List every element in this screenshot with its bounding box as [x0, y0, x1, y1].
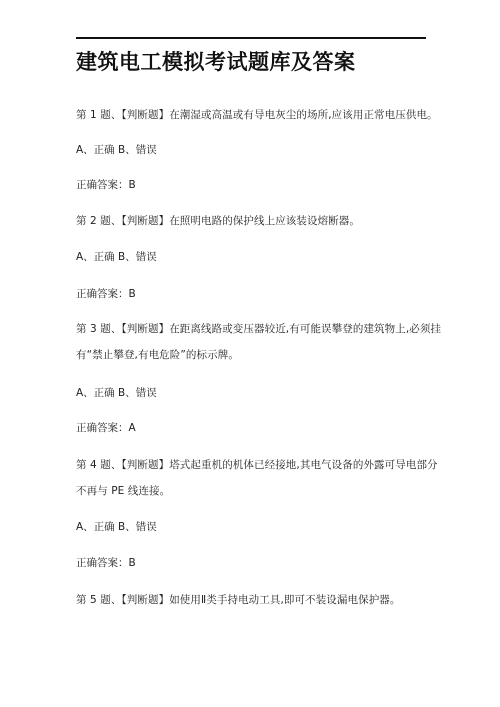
question-3-stem-line-2: 有“禁止攀登,有电危险”的标示牌。 [76, 349, 239, 361]
question-4-stem-line-2: 不再与 PE 线连接。 [76, 485, 171, 497]
title-top-rule [76, 37, 426, 39]
question-3-answer: 正确答案：A [76, 422, 136, 434]
question-2-options: A、正确 B、错误 [76, 251, 157, 263]
question-1-answer: 正确答案：B [76, 179, 136, 191]
question-2-stem-line-1: 第 2 题、【判断题】在照明电路的保护线上应该装设熔断器。 [76, 215, 361, 227]
question-4-options: A、正确 B、错误 [76, 521, 157, 533]
question-1-stem-line-1: 第 1 题、【判断题】在潮湿或高温或有导电灰尘的场所,应该用正常电压供电。 [76, 109, 438, 121]
question-1-options: A、正确 B、错误 [76, 144, 157, 156]
question-3-options: A、正确 B、错误 [76, 387, 157, 399]
question-3-stem-line-1: 第 3 题、【判断题】在距离线路或变压器较近,有可能误攀登的建筑物上,必须挂 [76, 323, 442, 335]
question-2-answer: 正确答案：B [76, 288, 136, 300]
document-title: 建筑电工模拟考试题库及答案 [76, 50, 356, 74]
question-4-stem-line-1: 第 4 题、【判断题】塔式起重机的机体已经接地,其电气设备的外露可导电部分 [76, 459, 438, 471]
question-4-answer: 正确答案：B [76, 557, 136, 569]
question-5-stem-line-1: 第 5 题、【判断题】如使用Ⅱ类手持电动工具,即可不装设漏电保护器。 [76, 594, 401, 606]
